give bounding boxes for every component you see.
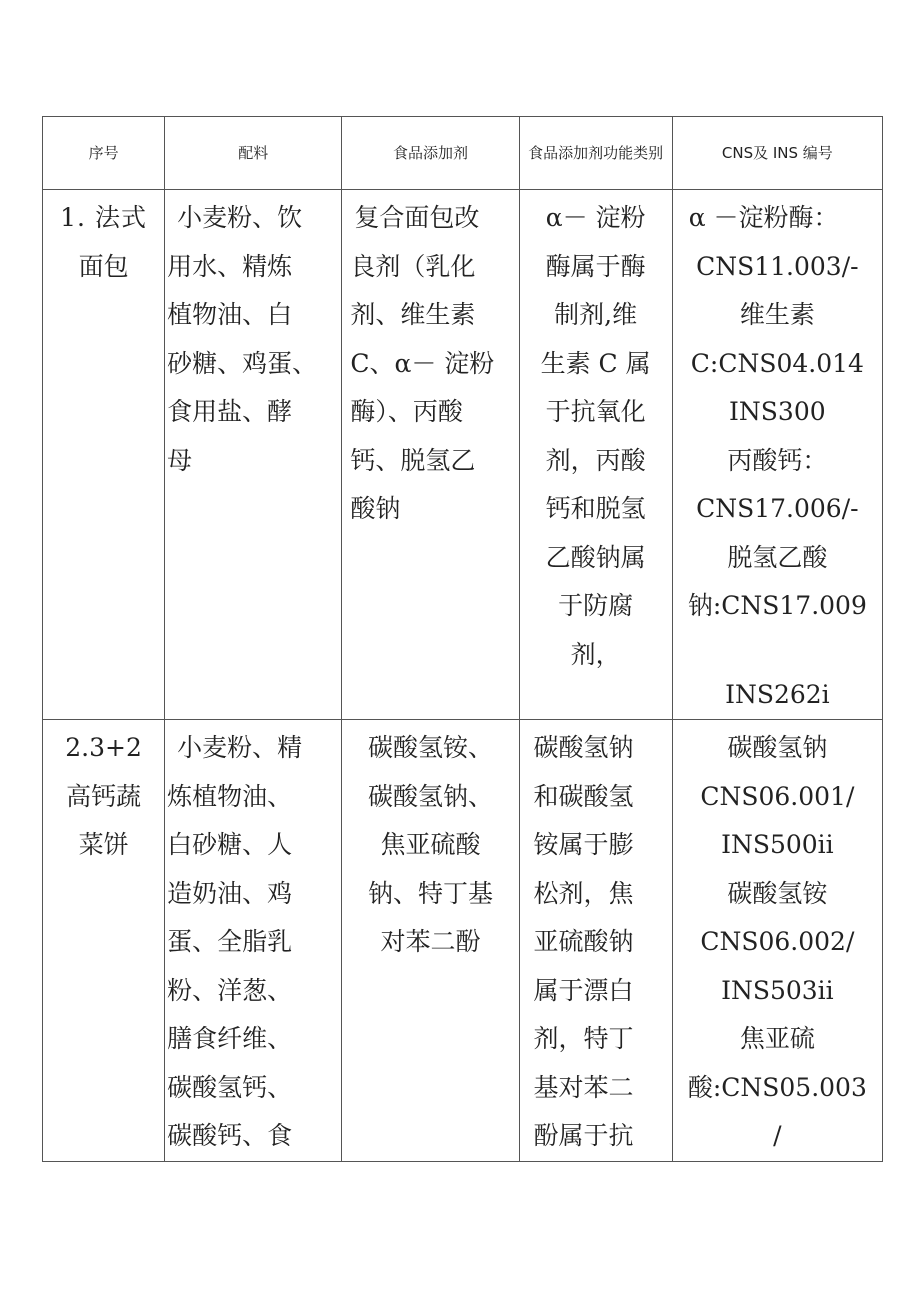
cell-line: 砂糖、鸡蛋、 (167, 348, 318, 378)
cell-line: / (773, 1121, 782, 1150)
cell-line: 用水、精炼 (167, 251, 293, 281)
cell-additives (342, 190, 519, 720)
cell-line: 钙和脱氢 (545, 494, 646, 523)
cell-line: 丙酸钙： (727, 445, 828, 475)
header-ingredients: 配料 (165, 117, 342, 190)
cell-line: CNS06.001/ (700, 781, 855, 811)
cell-line: 乙酸钠属 (545, 542, 646, 572)
additive-table (42, 116, 883, 1162)
cell-line: 蛋、全脂乳 (167, 927, 293, 956)
cell-line: 小麦粉、精 (177, 733, 303, 762)
cell-line: 碳酸氢钠、 (367, 781, 493, 811)
cell-line: 钠、特丁基 (367, 878, 493, 908)
cell-codes (672, 190, 882, 720)
cell-line: 碳酸钙、食 (167, 1121, 293, 1150)
cell-line: 粉、洋葱、 (167, 975, 293, 1005)
cell-function (519, 190, 672, 720)
cell-line: 面包 (78, 251, 129, 281)
cell-line: 酸:CNS05.003 (687, 1072, 867, 1102)
cell-line: 基对苯二 (533, 1072, 634, 1102)
cell-function (519, 720, 672, 1162)
cell-line: 小麦粉、饮 (177, 203, 303, 232)
cell-line: 钙、脱氢乙 (350, 445, 476, 475)
cell-line: 母 (167, 445, 193, 475)
cell-line: INS500ii (721, 830, 834, 859)
header-function (519, 117, 672, 190)
cell-codes (672, 720, 882, 1162)
cell-line: INS300 (729, 397, 826, 426)
cell-line: 脱氢乙酸 (727, 542, 828, 572)
cell-line: 剂，特丁 (533, 1024, 634, 1053)
cell-line: 碳酸氢钠 (533, 733, 634, 762)
cell-line: C、α－ 淀粉 (350, 348, 495, 378)
cell-line: 碳酸氢钠 (727, 733, 828, 762)
cell-line: 剂、维生素 (350, 300, 476, 329)
header-codes: CNS及 INS 编号 (672, 117, 882, 190)
cell-line (675, 631, 880, 671)
table-row (43, 720, 883, 1162)
cell-ingredients (165, 190, 342, 720)
cell-line: 酶属于酶 (545, 251, 646, 281)
cell-line: 焦亚硫酸 (380, 830, 481, 859)
cell-line: 膳食纤维、 (167, 1024, 293, 1053)
cell-line: CNS11.003/- (696, 251, 859, 281)
table-row (43, 190, 883, 720)
cell-line: 2.3+2 (65, 733, 142, 762)
cell-line: 酚属于抗 (533, 1121, 634, 1150)
cell-line: 于抗氧化 (545, 397, 646, 426)
cell-line: 碳酸氢钙、 (167, 1072, 293, 1102)
cell-line: 于防腐 (558, 591, 634, 620)
cell-line: 菜饼 (78, 830, 129, 859)
cell-serial (43, 720, 165, 1162)
table-header-row (43, 117, 883, 190)
cell-line: 维生素 (739, 300, 815, 329)
header-additives: 食品添加剂 (342, 117, 519, 190)
cell-additives (342, 720, 519, 1162)
cell-line: 良剂（乳化 (350, 251, 476, 281)
cell-line: 白砂糖、人 (167, 830, 293, 859)
cell-line: 造奶油、鸡 (167, 878, 293, 908)
cell-line: 亚硫酸钠 (533, 927, 634, 956)
cell-line: 松剂，焦 (533, 878, 634, 908)
cell-line: 铵属于膨 (533, 830, 634, 859)
cell-line: 剂，丙酸 (545, 445, 646, 475)
cell-line: 炼植物油、 (167, 781, 293, 811)
cell-line: CNS17.006/- (696, 494, 859, 523)
cell-serial (43, 190, 165, 720)
cell-line: 属于漂白 (533, 975, 634, 1005)
cell-line: 焦亚硫 (739, 1024, 815, 1053)
cell-line: 对苯二酚 (380, 927, 481, 956)
cell-line: α －淀粉酶： (688, 203, 839, 232)
cell-line: 1. 法式 (60, 203, 147, 232)
cell-line: 复合面包改 (354, 203, 480, 232)
cell-line: 生素 C 属 (540, 348, 651, 378)
cell-line: 制剂,维 (554, 300, 638, 329)
cell-line: INS262i (725, 679, 830, 709)
cell-line: 和碳酸氢 (533, 781, 634, 811)
cell-line: C:CNS04.014 (690, 348, 864, 378)
cell-line: 食用盐、酵 (167, 397, 293, 426)
cell-line: CNS06.002/ (700, 927, 855, 956)
cell-line: 植物油、白 (167, 300, 293, 329)
header-function-label: 食品添加剂功能类别 (528, 143, 664, 162)
cell-line: 剂， (570, 639, 621, 669)
cell-line: 钠:CNS17.009 (687, 591, 867, 620)
cell-ingredients (165, 720, 342, 1162)
cell-line: INS503ii (721, 975, 834, 1005)
cell-line: 碳酸氢铵、 (367, 733, 493, 762)
cell-line: α－ 淀粉 (545, 203, 646, 232)
header-serial: 序号 (43, 117, 165, 190)
cell-line: 酶）、丙酸 (350, 397, 463, 426)
cell-line: 酸钠 (350, 494, 401, 523)
cell-line: 碳酸氢铵 (727, 878, 828, 908)
cell-line: 高钙蔬 (66, 781, 142, 811)
